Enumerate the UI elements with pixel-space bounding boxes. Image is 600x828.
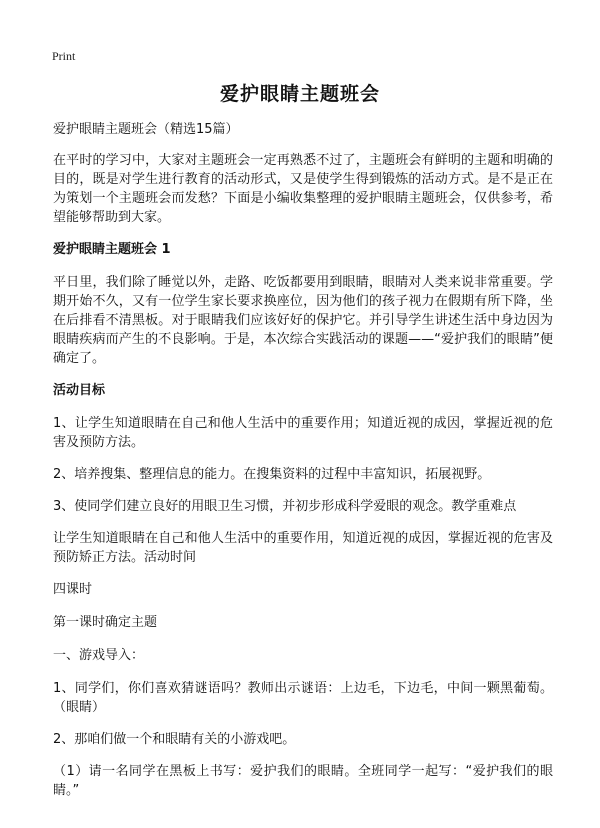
key-points-paragraph: 让学生知道眼睛在自己和他人生活中的重要作用，知道近视的成因，掌握近视的危害及预防矫正方法。活动时间 bbox=[53, 531, 553, 565]
section-paragraph: 平日里，我们除了睡觉以外，走路、吃饭都要用到眼睛，眼睛对人类来说非常重要。学期开始不久，又有一位学生家长要求换座位，因为他们的孩子视力在假期有所下降，坐在后排看不清黑板。对于眼睛我们应该好好的保护它。并引导学生讲述生活中身边因为眼睛疾病而产生的不良影响。于是，本次综合实践活动的课题——“爱护我们的眼睛”便确定了。 bbox=[53, 275, 553, 366]
print-link[interactable]: Print bbox=[52, 49, 76, 63]
step-line: 一、游戏导入： bbox=[53, 648, 145, 663]
intro-paragraph: 在平时的学习中，大家对主题班会一定再熟悉不过了，主题班会有鲜明的主题和明确的目的，既是对学生进行教育的活动形式，又是使学生得到锻炼的活动方式。是不是正在为策划一个主题班会而发愁？下面是小编收集整理的爱护眼睛主题班会，仅供参考，希望能够帮助到大家。 bbox=[53, 153, 553, 225]
duration-line: 四课时 bbox=[53, 582, 93, 597]
list-item: （1）请一名同学在黑板上书写：爱护我们的眼睛。全班同学一起写：“爱护我们的眼睛。” bbox=[53, 764, 553, 798]
goal-item: 1、让学生知道眼睛在自己和他人生活中的重要作用；知道近视的成因，掌握近视的危害及预防方法。 bbox=[53, 416, 553, 450]
goals-heading: 活动目标 bbox=[53, 383, 106, 398]
list-item: 1、同学们，你们喜欢猜谜语吗？教师出示谜语：上边毛，下边毛，中间一颗黑葡萄。（眼睛） bbox=[53, 681, 553, 715]
list-item: 2、那咱们做一个和眼睛有关的小游戏吧。 bbox=[53, 732, 296, 747]
lesson-line: 第一课时确定主题 bbox=[53, 615, 158, 630]
section-heading: 爱护眼睛主题班会 1 bbox=[53, 242, 171, 257]
goal-item: 3、使同学们建立良好的用眼卫生习惯，并初步形成科学爱眼的观念。教学重难点 bbox=[53, 499, 517, 514]
goal-item: 2、培养搜集、整理信息的能力。在搜集资料的过程中丰富知识，拓展视野。 bbox=[53, 467, 491, 482]
document-body bbox=[53, 120, 553, 813]
subtitle: 爱护眼睛主题班会（精选15篇） bbox=[53, 122, 239, 137]
document-title: 爱护眼睛主题班会 bbox=[219, 83, 380, 105]
